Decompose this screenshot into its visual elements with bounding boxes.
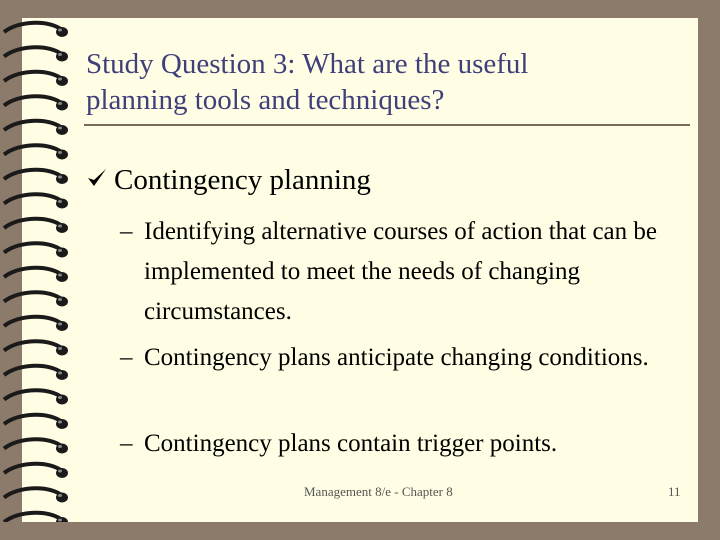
- subbullet-2: [120, 338, 690, 378]
- spiral-ring-icon: [4, 317, 68, 331]
- spiral-ring-icon: [4, 96, 68, 110]
- dash-marker: –: [120, 218, 133, 245]
- spiral-ring-icon: [4, 439, 68, 453]
- spiral-ring-icon: [4, 268, 68, 282]
- spiral-ring-icon: [4, 341, 68, 355]
- slide-title: [86, 46, 686, 118]
- spiral-ring-icon: [4, 464, 68, 478]
- subbullet-text: Contingency plans anticipate changing conditions.: [144, 344, 649, 371]
- spiral-ring-icon: [4, 194, 68, 208]
- spiral-ring-icon: [4, 292, 68, 306]
- title-line-1: Study Question 3: What are the useful: [86, 48, 529, 80]
- bullet-contingency-planning: [86, 163, 371, 197]
- title-divider: [84, 124, 690, 126]
- subbullet-3: [120, 424, 690, 464]
- footer-page-number: 11: [668, 484, 681, 499]
- spiral-ring-icon: [4, 145, 68, 159]
- spiral-ring-icon: [4, 243, 68, 257]
- spiral-ring-icon: [4, 47, 68, 61]
- spiral-binding: [0, 18, 80, 522]
- bullet-label: Contingency planning: [114, 164, 371, 196]
- spiral-ring-icon: [4, 170, 68, 184]
- subbullet-text: Contingency plans contain trigger points.: [144, 430, 558, 457]
- dash-marker: –: [120, 344, 133, 371]
- dash-marker: –: [120, 430, 133, 457]
- spiral-ring-icon: [4, 72, 68, 86]
- spiral-ring-icon: [4, 219, 68, 233]
- spiral-ring-icon: [4, 415, 68, 429]
- subbullet-1: [120, 212, 690, 332]
- spiral-ring-icon: [4, 488, 68, 502]
- spiral-ring-icon: [4, 23, 68, 37]
- arrow-checkmark-icon: [86, 167, 108, 189]
- footer-course: Management 8/e - Chapter 8: [304, 484, 453, 499]
- title-line-2: planning tools and techniques?: [86, 84, 445, 116]
- spiral-ring-icon: [4, 366, 68, 380]
- spiral-ring-icon: [4, 121, 68, 135]
- spiral-ring-icon: [4, 513, 68, 522]
- spiral-ring-icon: [4, 390, 68, 404]
- subbullet-text: Identifying alternative courses of action that can be implemented to meet the needs of changing circumstances.: [144, 218, 657, 325]
